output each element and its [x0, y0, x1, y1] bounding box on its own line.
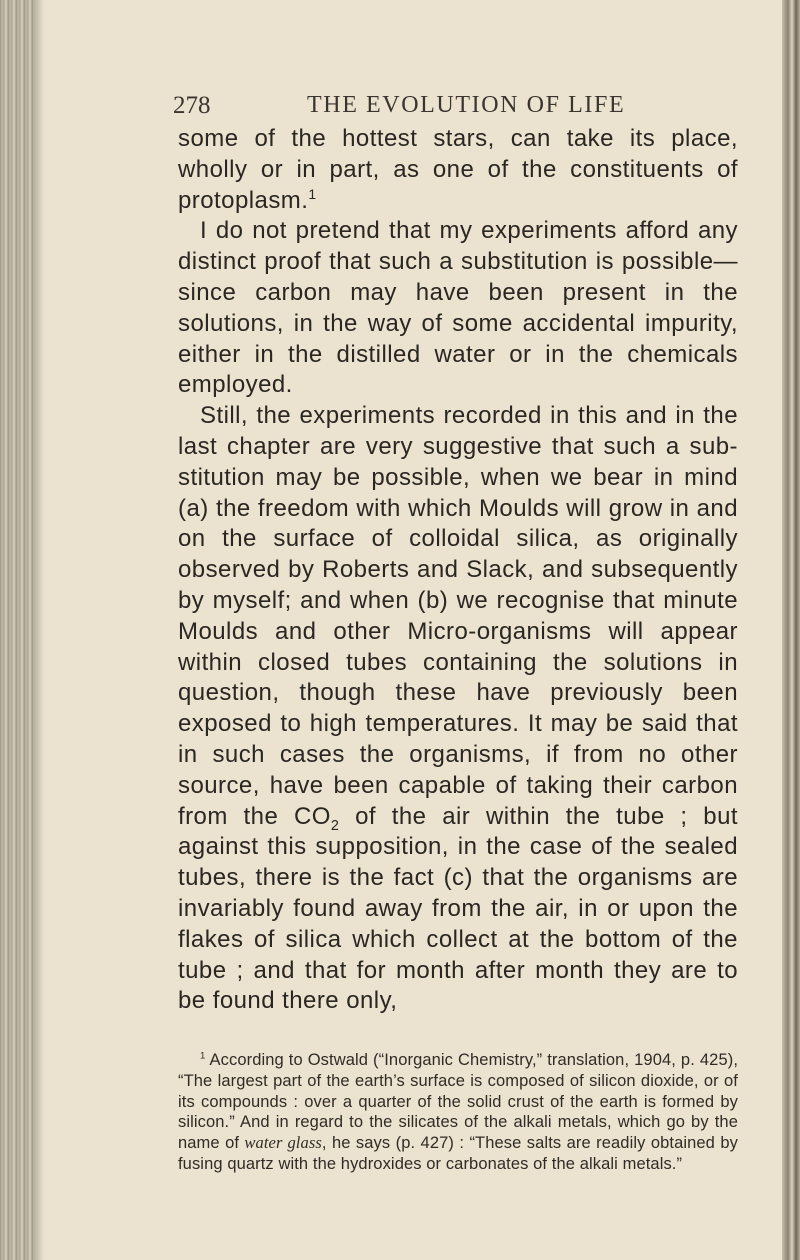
- running-head: THE EVOLUTION OF LIFE: [307, 92, 626, 118]
- footnote-paragraph: [178, 1050, 738, 1175]
- footnote-text-2: , he says (p. 427) : “These salts are readily obtained by fusing quartz with the hydroxides or carbonates of the alkali metals.”: [178, 1134, 738, 1173]
- footnote-mark: 1: [200, 1050, 206, 1062]
- page-header: [0, 92, 800, 126]
- paragraph-3-text-5: that the organisms are invariably found away from the air, in or upon the flakes of silica which collect at the bottom of the tube ; and that for month after month they are to be found there only,: [178, 864, 739, 1015]
- co2-subscript: 2: [330, 817, 340, 834]
- paragraph-1: [178, 124, 738, 216]
- footnote: [178, 1050, 738, 1175]
- paragraph-3-text-1: Still, the experiments recorded in this and in the last chapter are very suggestive that such a sub- stitution may be possible, when we bear in mind: [178, 402, 738, 491]
- paragraph-3-text-4: of the air within the tube ; but against this supposition, in the case of the sealed tubes, there is the fact: [178, 802, 738, 892]
- paragraph-3-text-2: the freedom with which Moulds will grow in and on the surface of colloidal silica, as originally observed by Roberts and Slack, and subsequently by myself; and when: [178, 494, 738, 614]
- book-edge-right: [782, 0, 800, 1260]
- footnote-reference[interactable]: 1: [308, 185, 317, 202]
- enumeration-marker-b: (b): [417, 586, 449, 614]
- paragraph-1-text: some of the hottest stars, can take its place, wholly or in part, as one of the constituents of protoplasm.: [178, 125, 738, 214]
- page-number: 278: [173, 92, 211, 119]
- paragraph-3: [178, 401, 738, 1017]
- page-edge-shadow: [34, 0, 44, 1260]
- footnote-text-1: According to Ostwald (“Inorganic Chemistry,” translation, 1904, p. 425), “The largest part of the earth’s surface is composed of silicon dioxide, or of its compounds : over a quarter of the solid crust of the earth is formed by silicon.” And in regard to the silicates of the alkali metals, which go by the name of: [178, 1051, 738, 1153]
- enumeration-marker-a: (a): [178, 494, 209, 522]
- book-gutter-left: [0, 0, 34, 1260]
- paragraph-3-text-3: we recognise that minute Moulds and other Micro-organisms will appear within closed tubes containing the solutions in question, though these have previously been exposed to high temperatures. It may be said that in such cases the organisms, if from no other source, have been capable of taking their carbon from the CO: [178, 586, 738, 830]
- body-text: [178, 124, 738, 1017]
- footnote-italic-term: water glass: [244, 1133, 322, 1153]
- enumeration-marker-c: (c): [443, 864, 473, 892]
- paragraph-2: I do not pretend that my experiments afford any distinct proof that such a substitution is possible— since carbon may have been present in the solutions, in the way of some accidental impurity, either in the distilled water or in the chemicals employed.: [178, 217, 738, 399]
